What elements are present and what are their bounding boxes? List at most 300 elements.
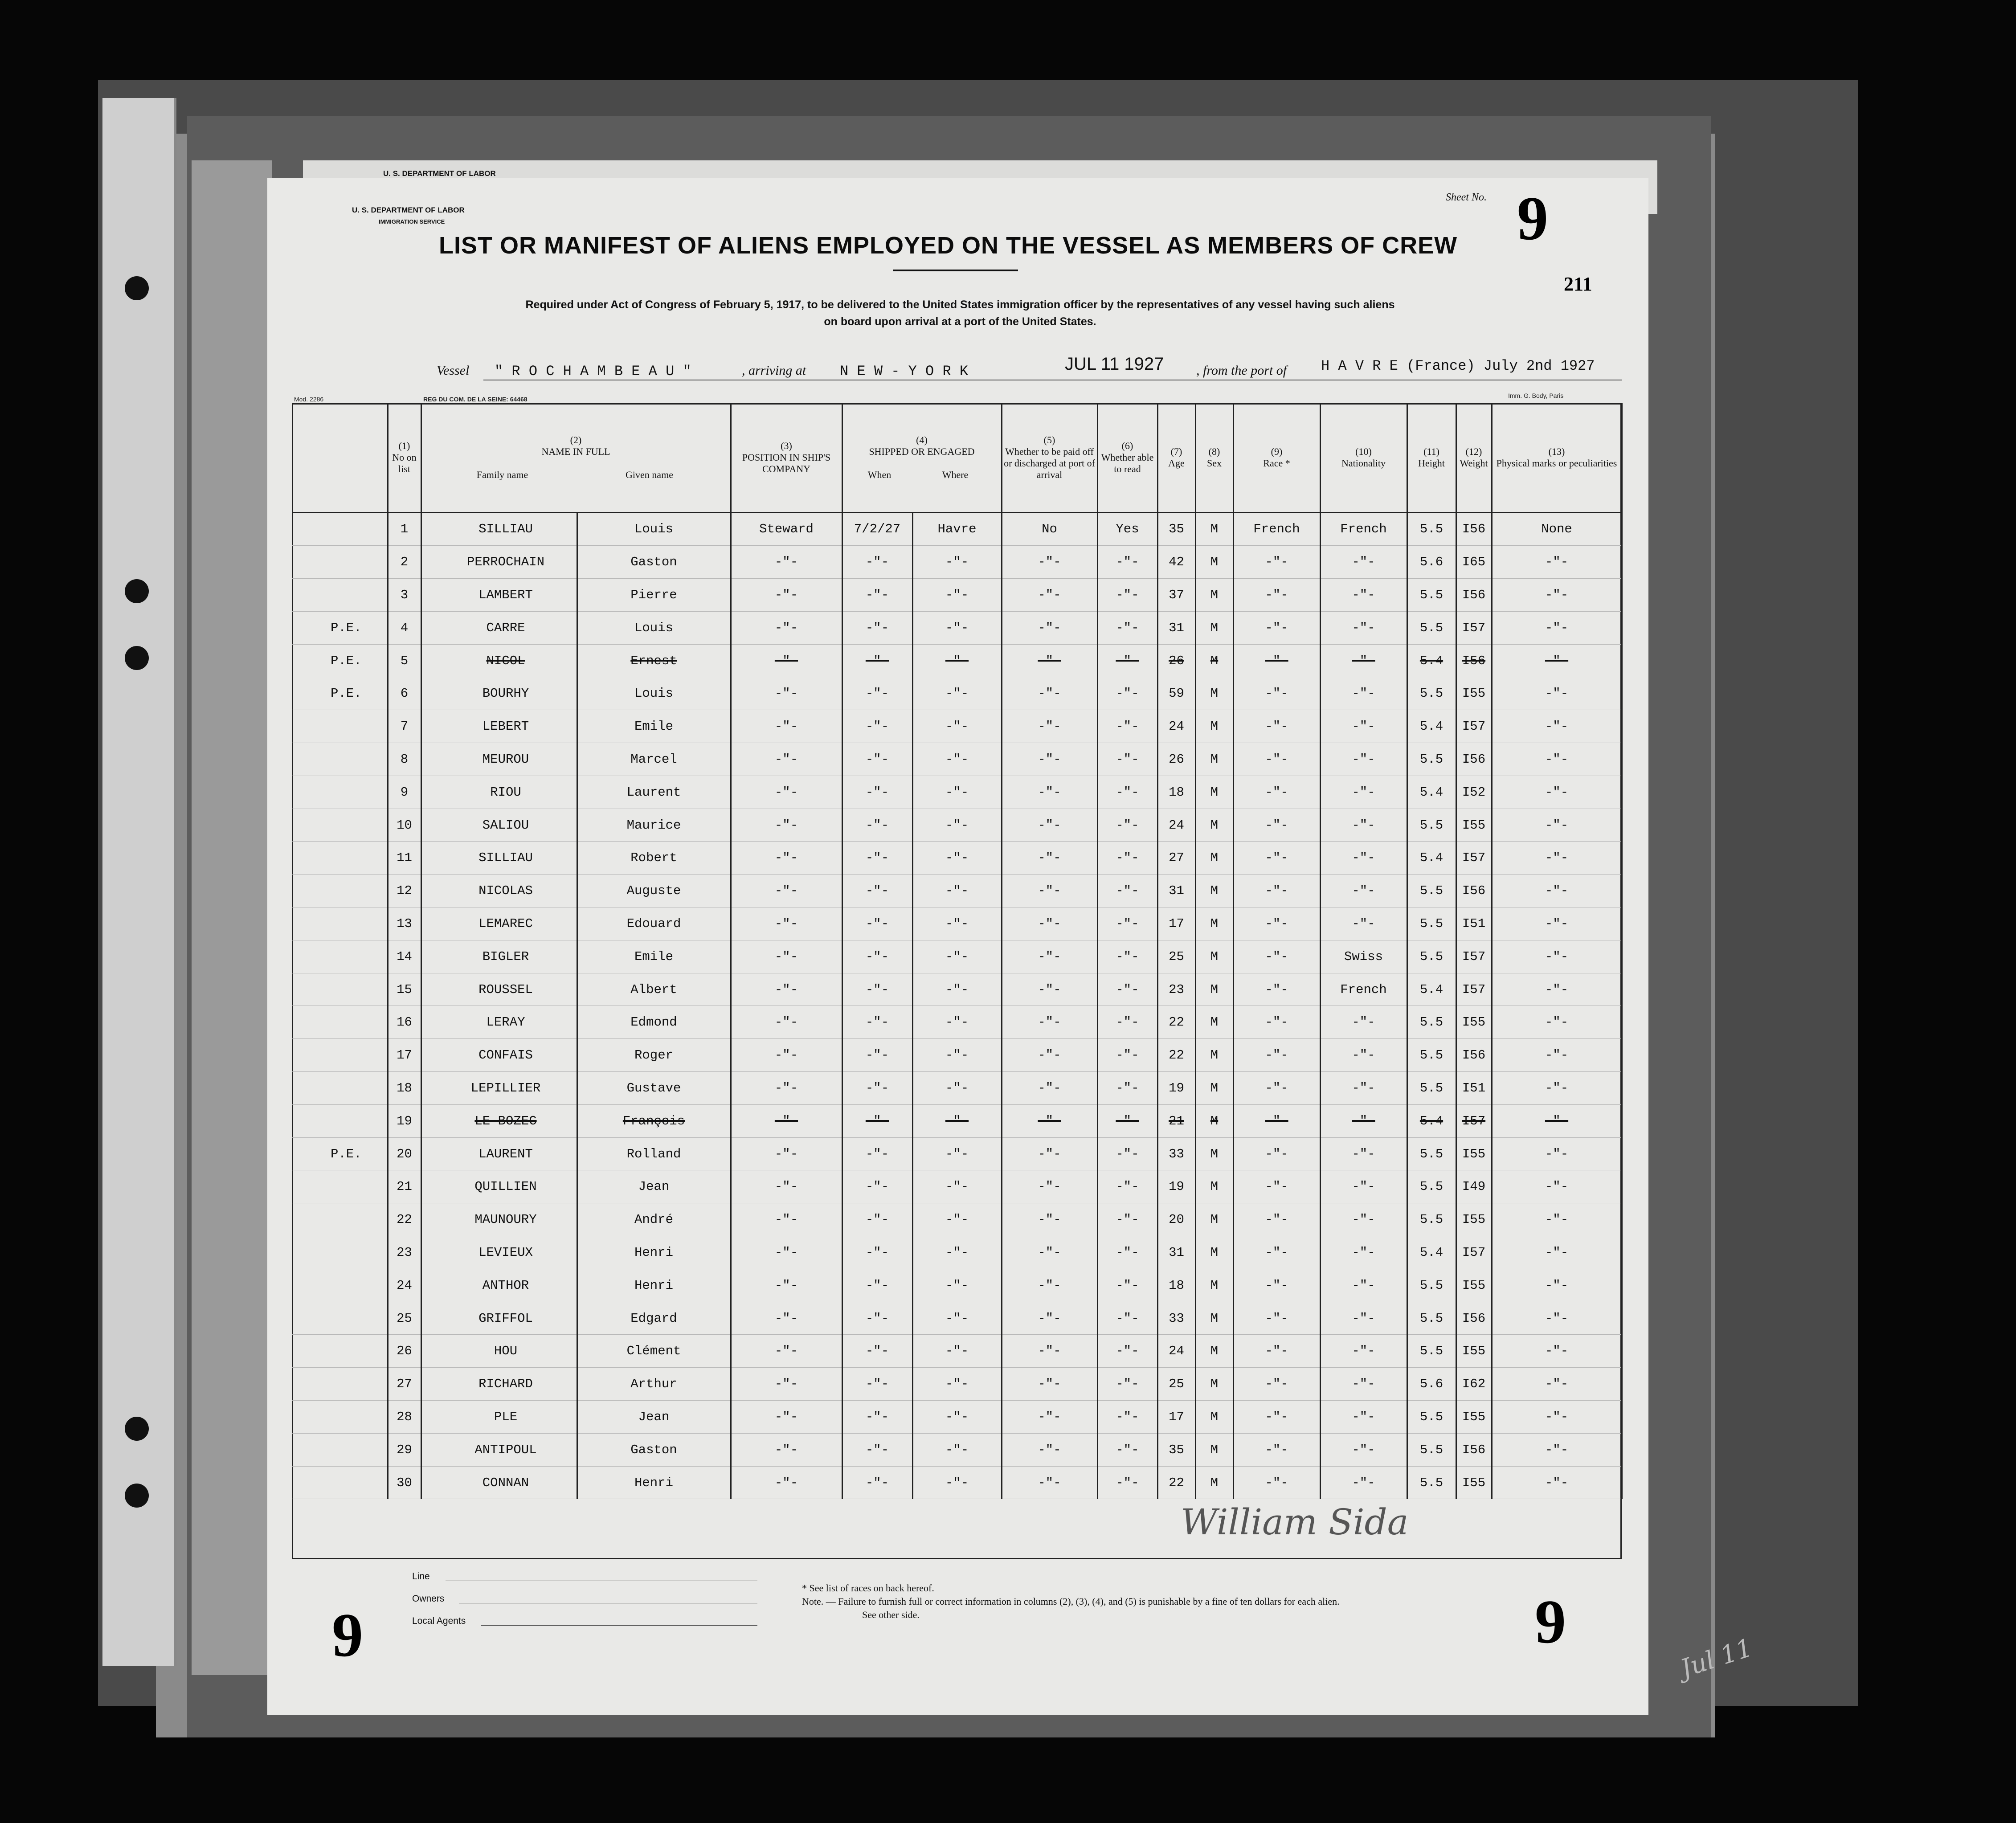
position-cell: -"- [731,1433,842,1466]
shipped-where-cell: -"- [912,940,1002,973]
family-name-cell: LAURENT [421,1137,577,1170]
race-cell: -"- [1233,973,1320,1006]
row-number-cell: 2 [388,546,421,579]
col-label-shipped: SHIPPED OR ENGAGED [869,446,975,457]
age-cell: 59 [1157,677,1195,710]
given-name-cell: Jean [577,1401,731,1434]
paid-off-cell: -"- [1002,1137,1097,1170]
col-number-12: (12) [1465,446,1482,457]
nationality-cell: -"- [1320,611,1407,644]
physical-marks-cell: -"- [1492,809,1622,842]
able-to-read-cell: -"- [1097,1104,1157,1137]
physical-marks-cell: -"- [1492,973,1622,1006]
weight-cell: I56 [1456,579,1492,612]
shipped-where-cell: -"- [912,579,1002,612]
table-row [292,1466,1622,1499]
shipped-where-cell: -"- [912,1433,1002,1466]
margin-note-cell [292,579,388,612]
sex-cell: M [1195,1039,1233,1072]
able-to-read-cell: -"- [1097,1401,1157,1434]
given-name-cell: Robert [577,842,731,875]
family-name-cell: LE BOZEC [421,1104,577,1137]
margin-note-cell [292,1039,388,1072]
age-cell: 17 [1157,907,1195,940]
binder-hole [125,1484,149,1508]
margin-note-cell [292,710,388,743]
handwritten-date: Jul 11 [1677,1633,1756,1684]
table-row [292,875,1622,907]
margin-note-cell [292,1401,388,1434]
shipped-where-cell: -"- [912,611,1002,644]
nationality-cell: -"- [1320,1335,1407,1368]
physical-marks-cell: -"- [1492,940,1622,973]
given-name-cell: Henri [577,1236,731,1269]
given-name-cell: Edgard [577,1302,731,1335]
given-name-cell: Emile [577,710,731,743]
family-name-cell: LEMAREC [421,907,577,940]
row-number-cell: 22 [388,1203,421,1236]
row-number-cell: 30 [388,1466,421,1499]
table-row [292,1006,1622,1039]
height-cell: 5.4 [1407,842,1456,875]
family-name-cell: NICOLAS [421,875,577,907]
table-row [292,677,1622,710]
col-weight-header [1456,403,1492,512]
sex-cell: M [1195,1302,1233,1335]
sex-cell: M [1195,809,1233,842]
corner-number-left: 9 [332,1601,363,1670]
table-row [292,842,1622,875]
family-name-cell: LEBERT [421,710,577,743]
given-name-cell: Clément [577,1335,731,1368]
shipped-when-cell: -"- [842,1104,912,1137]
physical-marks-cell: -"- [1492,1302,1622,1335]
row-number-cell: 14 [388,940,421,973]
weight-cell: I51 [1456,907,1492,940]
physical-marks-cell: -"- [1492,1335,1622,1368]
paid-off-cell: -"- [1002,776,1097,809]
nationality-cell: -"- [1320,1039,1407,1072]
physical-marks-cell: -"- [1492,1039,1622,1072]
family-name-cell: CARRE [421,611,577,644]
margin-note-cell [292,875,388,907]
col-read-header [1097,403,1157,512]
age-cell: 24 [1157,710,1195,743]
weight-cell: I56 [1456,512,1492,546]
height-cell: 5.5 [1407,940,1456,973]
weight-cell: I56 [1456,644,1492,677]
col-number-2: (2) [570,434,582,446]
height-cell: 5.5 [1407,611,1456,644]
family-name-cell: QUILLIEN [421,1170,577,1203]
age-cell: 24 [1157,809,1195,842]
able-to-read-cell: -"- [1097,842,1157,875]
sex-cell: M [1195,1203,1233,1236]
col-nationality-header [1320,403,1407,512]
row-number-cell: 21 [388,1170,421,1203]
shipped-when-cell: -"- [842,1006,912,1039]
position-cell: -"- [731,1236,842,1269]
weight-cell: I55 [1456,809,1492,842]
position-cell: -"- [731,940,842,973]
row-number-cell: 1 [388,512,421,546]
race-cell: -"- [1233,1269,1320,1302]
able-to-read-cell: -"- [1097,809,1157,842]
able-to-read-cell: -"- [1097,1137,1157,1170]
height-cell: 5.5 [1407,1039,1456,1072]
weight-cell: I55 [1456,1006,1492,1039]
table-row [292,1269,1622,1302]
race-cell: -"- [1233,1368,1320,1401]
margin-note-cell [292,512,388,546]
family-name-cell: MAUNOURY [421,1203,577,1236]
paid-off-cell: -"- [1002,579,1097,612]
race-cell: -"- [1233,644,1320,677]
table-row [292,611,1622,644]
race-cell: French [1233,512,1320,546]
row-number-cell: 3 [388,579,421,612]
shipped-where-cell: -"- [912,1335,1002,1368]
nationality-cell: -"- [1320,1401,1407,1434]
page-title: LIST OR MANIFEST OF ALIENS EMPLOYED ON THE VESSEL AS MEMBERS OF CREW [439,232,1458,259]
binder-hole [125,1417,149,1441]
age-cell: 26 [1157,644,1195,677]
races-note: * See list of races on back hereof. [802,1582,934,1594]
nationality-cell: -"- [1320,907,1407,940]
physical-marks-cell: None [1492,512,1622,546]
able-to-read-cell: -"- [1097,1203,1157,1236]
paid-off-cell: -"- [1002,1203,1097,1236]
dept-label: U. S. DEPARTMENT OF LABOR [352,206,465,214]
able-to-read-cell: -"- [1097,1302,1157,1335]
paid-off-cell: -"- [1002,743,1097,776]
table-row [292,1072,1622,1105]
col-shipped-header [842,403,1002,512]
given-name-cell: Gaston [577,1433,731,1466]
table-row [292,579,1622,612]
row-number-cell: 25 [388,1302,421,1335]
family-name-cell: LERAY [421,1006,577,1039]
age-cell: 20 [1157,1203,1195,1236]
paid-off-cell: -"- [1002,842,1097,875]
margin-note-cell [292,842,388,875]
sex-cell: M [1195,743,1233,776]
age-cell: 26 [1157,743,1195,776]
height-cell: 5.5 [1407,512,1456,546]
nationality-cell: -"- [1320,579,1407,612]
margin-note-cell [292,1203,388,1236]
nationality-cell: Swiss [1320,940,1407,973]
able-to-read-cell: -"- [1097,1006,1157,1039]
age-cell: 21 [1157,1104,1195,1137]
shipped-when-cell: -"- [842,1302,912,1335]
shipped-when-cell: -"- [842,1401,912,1434]
able-to-read-cell: -"- [1097,1072,1157,1105]
margin-note-cell [292,809,388,842]
margin-header [292,403,388,512]
nationality-cell: -"- [1320,875,1407,907]
height-cell: 5.5 [1407,1302,1456,1335]
shipped-where-cell: -"- [912,1269,1002,1302]
height-cell: 5.5 [1407,907,1456,940]
physical-marks-cell: -"- [1492,875,1622,907]
family-name-cell: MEUROU [421,743,577,776]
col-paid-header [1002,403,1097,512]
paid-off-cell: -"- [1002,1039,1097,1072]
binder-hole [125,579,149,603]
row-number-cell: 26 [388,1335,421,1368]
col-label-family: Family name [476,469,528,480]
given-name-cell: Emile [577,940,731,973]
shipped-when-cell: -"- [842,776,912,809]
shipped-where-cell: -"- [912,1466,1002,1499]
able-to-read-cell: -"- [1097,579,1157,612]
nationality-cell: -"- [1320,546,1407,579]
age-cell: 33 [1157,1302,1195,1335]
given-name-cell: Albert [577,973,731,1006]
nationality-cell: -"- [1320,1203,1407,1236]
physical-marks-cell: -"- [1492,546,1622,579]
weight-cell: I57 [1456,973,1492,1006]
row-number-cell: 29 [388,1433,421,1466]
weight-cell: I51 [1456,1072,1492,1105]
corner-number-right: 9 [1535,1587,1566,1656]
shipped-where-cell: -"- [912,1072,1002,1105]
sex-cell: M [1195,1269,1233,1302]
weight-cell: I65 [1456,546,1492,579]
row-number-cell: 9 [388,776,421,809]
sex-cell: M [1195,1006,1233,1039]
weight-cell: I55 [1456,677,1492,710]
paid-off-cell: -"- [1002,1104,1097,1137]
local-agents-label: Local Agents [412,1616,466,1626]
sex-cell: M [1195,579,1233,612]
age-cell: 35 [1157,1433,1195,1466]
table-row [292,512,1622,546]
weight-cell: I55 [1456,1137,1492,1170]
able-to-read-cell: -"- [1097,776,1157,809]
height-cell: 5.5 [1407,1269,1456,1302]
height-cell: 5.4 [1407,644,1456,677]
weight-cell: I56 [1456,1302,1492,1335]
left-edge-strip [192,160,272,1675]
position-cell: -"- [731,1072,842,1105]
margin-note-cell: P.E. [292,611,388,644]
table-row [292,1137,1622,1170]
shipped-where-cell: -"- [912,1006,1002,1039]
shipped-when-cell: -"- [842,1368,912,1401]
position-cell: -"- [731,1335,842,1368]
physical-marks-cell: -"- [1492,1170,1622,1203]
margin-note-cell [292,743,388,776]
age-cell: 22 [1157,1039,1195,1072]
col-number-6: (6) [1121,440,1133,451]
family-name-cell: CONNAN [421,1466,577,1499]
race-cell: -"- [1233,710,1320,743]
table-row [292,973,1622,1006]
race-cell: -"- [1233,677,1320,710]
height-cell: 5.5 [1407,1072,1456,1105]
family-name-cell: HOU [421,1335,577,1368]
nationality-cell: -"- [1320,776,1407,809]
sex-cell: M [1195,1401,1233,1434]
col-number-1: (1) [398,440,410,451]
shipped-where-cell: -"- [912,644,1002,677]
position-cell: -"- [731,1269,842,1302]
family-name-cell: SILLIAU [421,512,577,546]
row-number-cell: 10 [388,809,421,842]
physical-marks-cell: -"- [1492,907,1622,940]
position-cell: -"- [731,1368,842,1401]
shipped-where-cell: -"- [912,1368,1002,1401]
paid-off-cell: -"- [1002,1269,1097,1302]
shipped-when-cell: -"- [842,644,912,677]
shipped-when-cell: -"- [842,940,912,973]
shipped-when-cell: -"- [842,842,912,875]
family-name-cell: SALIOU [421,809,577,842]
col-number-10: (10) [1355,446,1372,457]
weight-cell: I57 [1456,940,1492,973]
crew-manifest-table [292,403,1623,1499]
weight-cell: I49 [1456,1170,1492,1203]
paid-off-cell: -"- [1002,973,1097,1006]
race-cell: -"- [1233,546,1320,579]
position-cell: -"- [731,644,842,677]
col-sex-header [1195,403,1233,512]
nationality-cell: -"- [1320,677,1407,710]
col-number-8: (8) [1208,446,1220,457]
given-name-cell: André [577,1203,731,1236]
position-cell: -"- [731,546,842,579]
col-label-when: When [867,469,891,480]
race-cell: -"- [1233,1302,1320,1335]
height-cell: 5.5 [1407,1335,1456,1368]
age-cell: 31 [1157,611,1195,644]
col-label-nationality: Nationality [1341,457,1386,469]
col-number-4: (4) [916,434,928,446]
race-cell: -"- [1233,1236,1320,1269]
family-name-cell: NICOL [421,644,577,677]
shipped-when-cell: -"- [842,973,912,1006]
position-cell: -"- [731,579,842,612]
able-to-read-cell: -"- [1097,1170,1157,1203]
family-name-cell: BIGLER [421,940,577,973]
shipped-where-cell: -"- [912,1236,1002,1269]
given-name-cell: Jean [577,1170,731,1203]
table-row [292,1236,1622,1269]
nationality-cell: -"- [1320,743,1407,776]
family-name-cell: CONFAIS [421,1039,577,1072]
nationality-cell: -"- [1320,644,1407,677]
table-row [292,1170,1622,1203]
col-no-header [388,403,421,512]
family-name-cell: BOURHY [421,677,577,710]
weight-cell: I56 [1456,1039,1492,1072]
paid-off-cell: -"- [1002,1170,1097,1203]
sex-cell: M [1195,842,1233,875]
physical-marks-cell: -"- [1492,644,1622,677]
margin-note-cell [292,1236,388,1269]
nationality-cell: French [1320,973,1407,1006]
shipped-when-cell: -"- [842,743,912,776]
able-to-read-cell: -"- [1097,875,1157,907]
col-label-weight: Weight [1460,457,1488,469]
position-cell: -"- [731,1302,842,1335]
shipped-when-cell: -"- [842,710,912,743]
position-cell: -"- [731,1137,842,1170]
shipped-when-cell: -"- [842,809,912,842]
shipped-where-cell: -"- [912,907,1002,940]
agents-rule [481,1625,757,1626]
age-cell: 31 [1157,875,1195,907]
able-to-read-cell: -"- [1097,710,1157,743]
race-cell: -"- [1233,579,1320,612]
row-number-cell: 28 [388,1401,421,1434]
shipped-when-cell: -"- [842,1170,912,1203]
able-to-read-cell: -"- [1097,1368,1157,1401]
position-cell: -"- [731,1466,842,1499]
sex-cell: M [1195,1137,1233,1170]
given-name-cell: Gustave [577,1072,731,1105]
shipped-where-cell: -"- [912,1203,1002,1236]
col-race-header [1233,403,1320,512]
margin-note-cell [292,1072,388,1105]
binder-hole [125,276,149,300]
sex-cell: M [1195,776,1233,809]
nationality-cell: -"- [1320,1104,1407,1137]
age-cell: 35 [1157,512,1195,546]
position-cell: -"- [731,1039,842,1072]
given-name-cell: Edouard [577,907,731,940]
form-reg: REG DU COM. DE LA SEINE: 64468 [423,396,528,403]
physical-marks-cell: -"- [1492,1104,1622,1137]
age-cell: 27 [1157,842,1195,875]
col-marks-header [1492,403,1622,512]
margin-note-cell: P.E. [292,1137,388,1170]
nationality-cell: -"- [1320,842,1407,875]
shipped-when-cell: -"- [842,875,912,907]
able-to-read-cell: -"- [1097,940,1157,973]
table-row [292,776,1622,809]
row-number-cell: 16 [388,1006,421,1039]
title-underline [893,270,1018,271]
family-name-cell: GRIFFOL [421,1302,577,1335]
col-label-given: Given name [626,469,673,480]
race-cell: -"- [1233,1006,1320,1039]
penalty-note: Note. — Failure to furnish full or correct information in columns (2), (3), (4), and (5) is punishable by a fine of ten dollars for each alien. [802,1596,1340,1607]
height-cell: 5.5 [1407,677,1456,710]
physical-marks-cell: -"- [1492,1072,1622,1105]
paid-off-cell: -"- [1002,1466,1097,1499]
weight-cell: I55 [1456,1203,1492,1236]
paid-off-cell: -"- [1002,644,1097,677]
paid-off-cell: -"- [1002,611,1097,644]
position-cell: -"- [731,973,842,1006]
col-label-no: No on list [392,451,417,474]
sex-cell: M [1195,1170,1233,1203]
weight-cell: I57 [1456,611,1492,644]
race-cell: -"- [1233,1466,1320,1499]
col-position-header [731,403,842,512]
given-name-cell: Louis [577,512,731,546]
age-cell: 22 [1157,1006,1195,1039]
col-number-3: (3) [781,440,792,451]
given-name-cell: François [577,1104,731,1137]
height-cell: 5.5 [1407,579,1456,612]
age-cell: 19 [1157,1170,1195,1203]
height-cell: 5.5 [1407,1203,1456,1236]
nationality-cell: -"- [1320,1302,1407,1335]
